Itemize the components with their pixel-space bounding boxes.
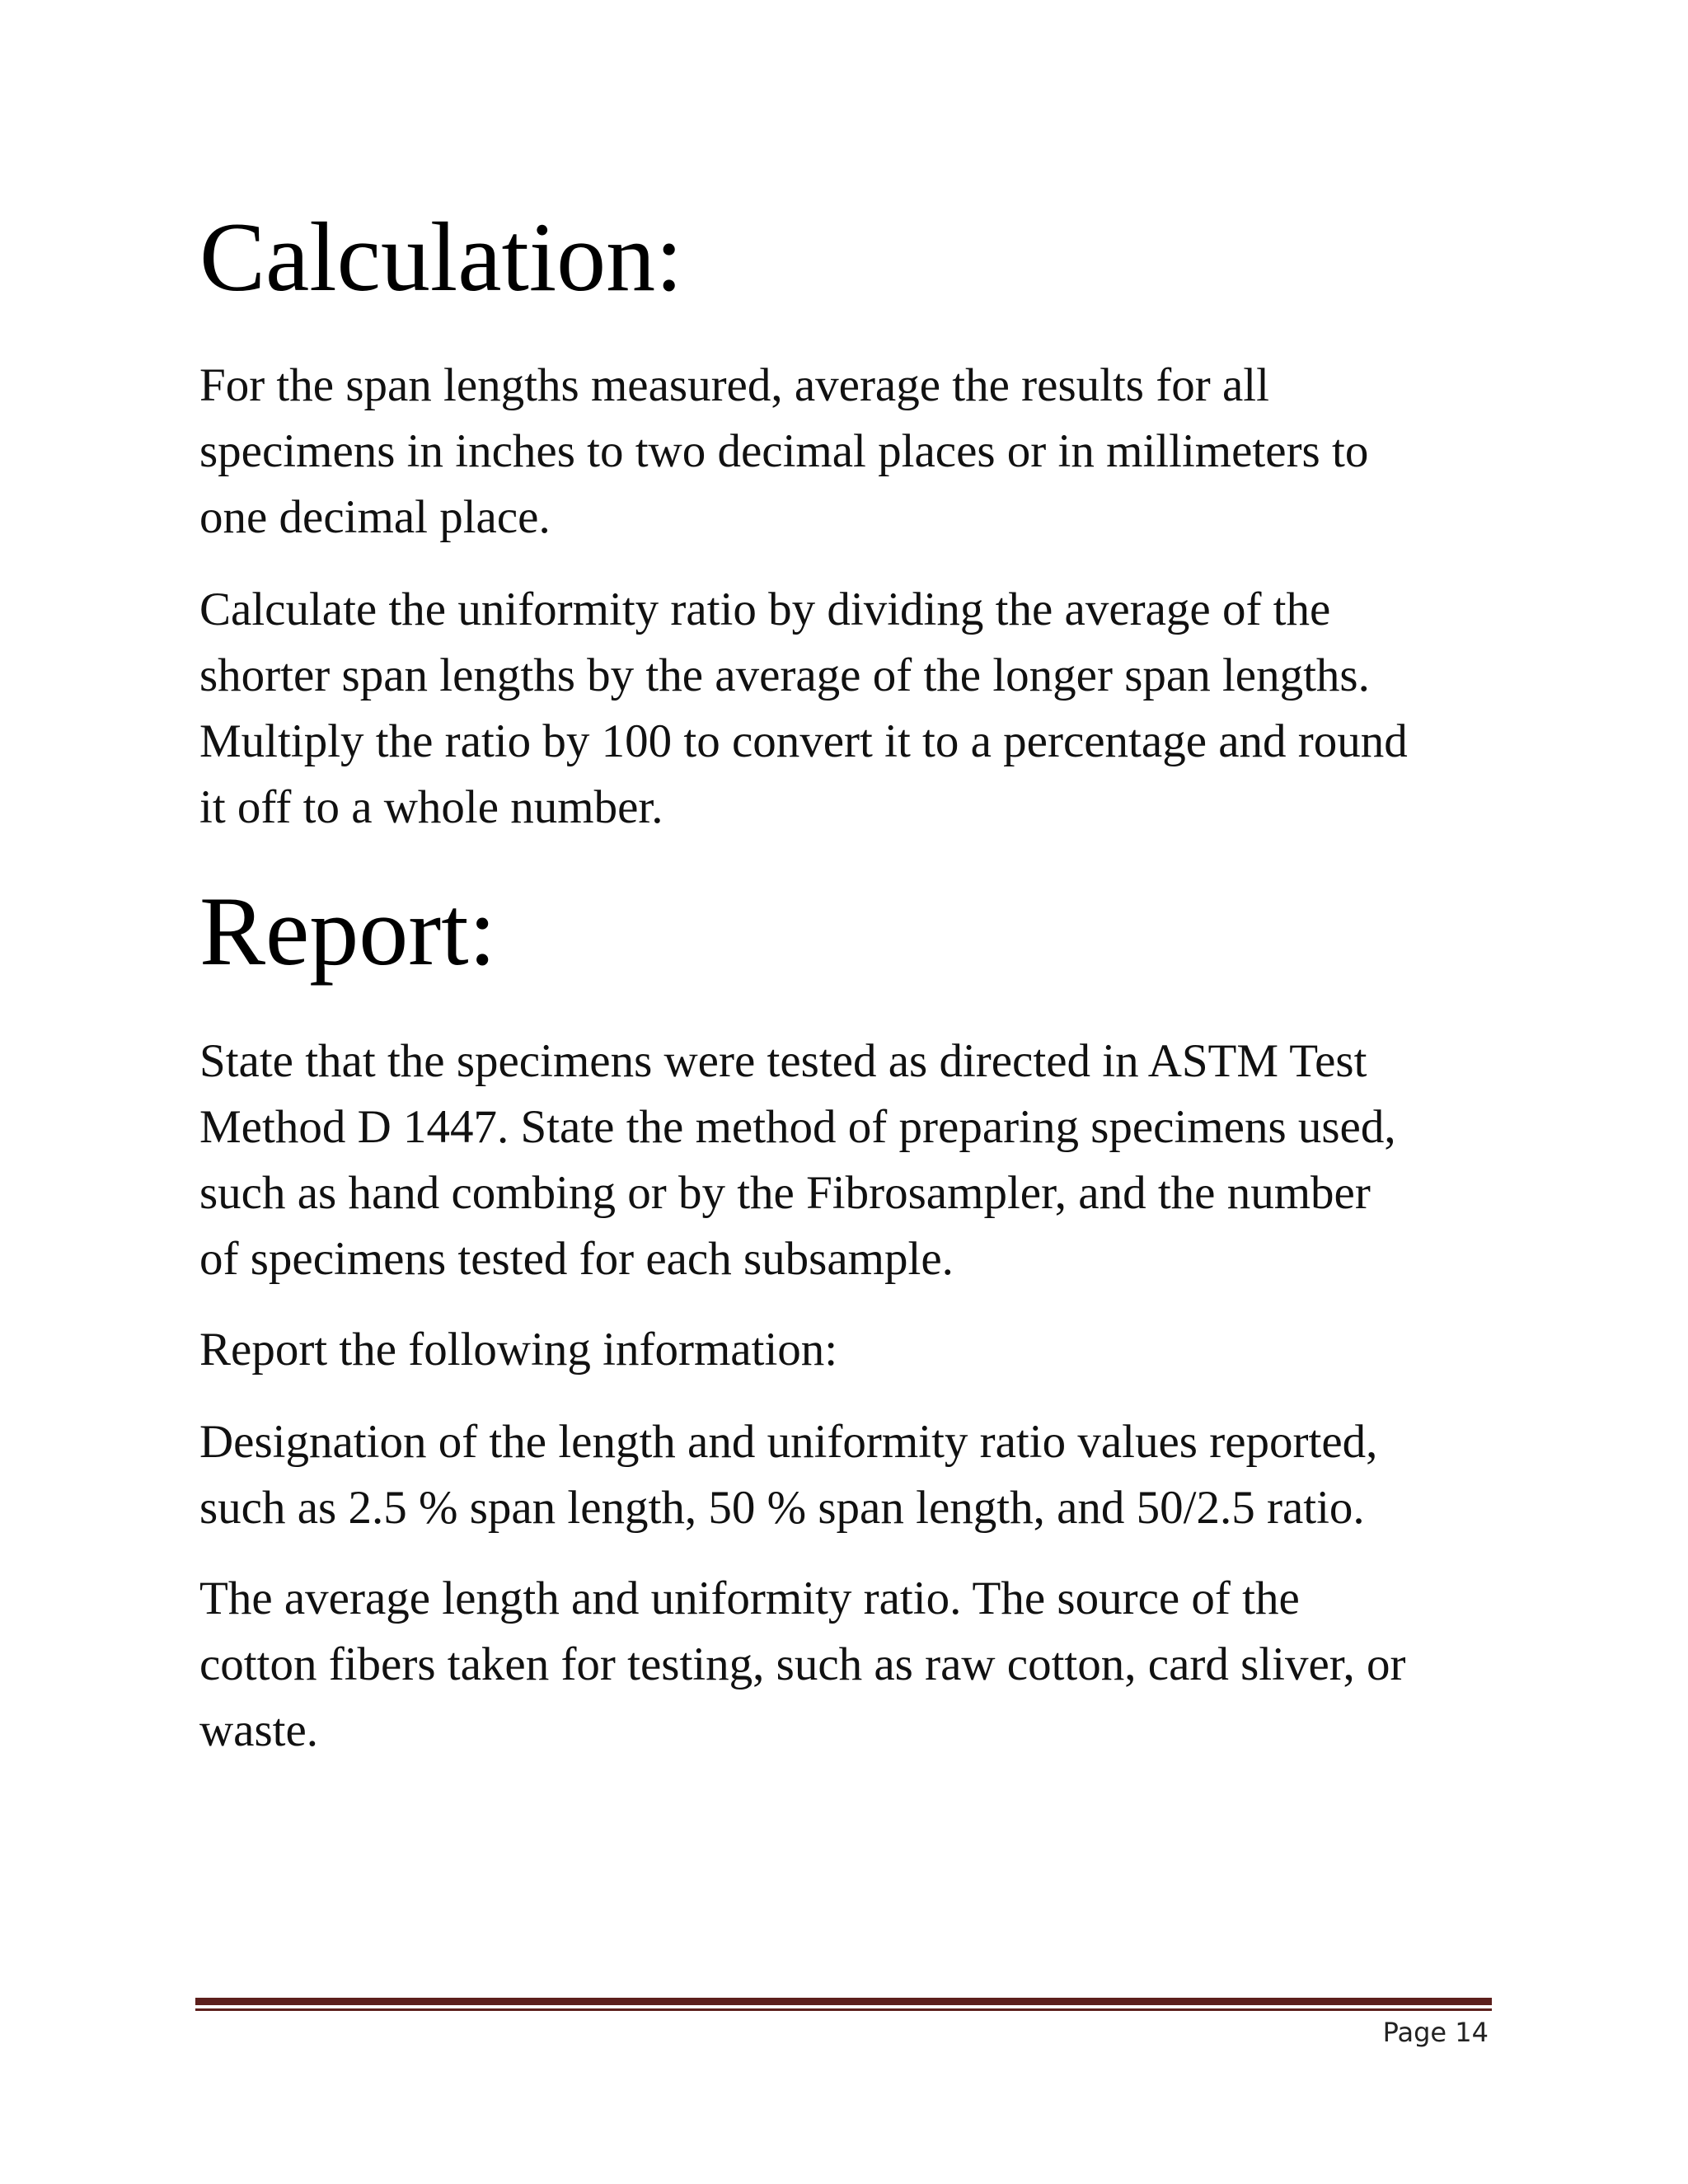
report-heading: Report: xyxy=(199,876,496,986)
calculation-paragraph-2: Calculate the uniformity ratio by dividing the average of the shorter span lengths by the average of the longer span lengths. Multiply the ratio by 100 to convert it to a percentage and round it off to a whole number. xyxy=(199,583,1408,833)
calculation-paragraph-1: For the span lengths measured, average the results for all specimens in inches to two decimal places or in millimeters to one decimal place. xyxy=(199,359,1369,543)
report-paragraph-2: Report the following information: xyxy=(199,1324,838,1376)
footer-rule-thin xyxy=(195,2008,1492,2011)
footer-rule-thick xyxy=(195,1998,1492,2005)
calculation-heading: Calculation: xyxy=(199,202,683,312)
report-paragraph-4: The average length and uniformity ratio. The source of the cotton fibers taken for testing, such as raw cotton, card sliver, or waste. xyxy=(199,1572,1406,1756)
report-paragraph-1: State that the specimens were tested as directed in ASTM Test Method D 1447. State the method of preparing specimens used, such as hand combing or by the Fibrosampler, and the number of specimens tested for each subsample. xyxy=(199,1035,1396,1285)
report-paragraph-3: Designation of the length and uniformity ratio values reported, such as 2.5 % span length, 50 % span length, and 50/2.5 ratio. xyxy=(199,1416,1378,1534)
page-number: Page 14 xyxy=(1382,2017,1489,2048)
